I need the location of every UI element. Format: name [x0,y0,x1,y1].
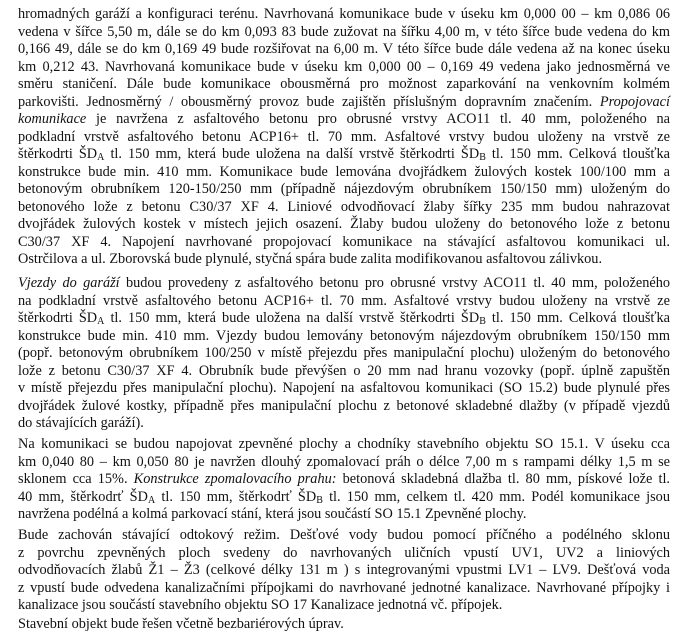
text-line: betonového lože z betonu C30/37 XF 4. Liniové odvodňovací žlaby šířky 235 mm budou nahrazovat [18,198,670,215]
text-line: dvojřádek žulové kostky, případně přes manipulační plochu z betonové skladebné dlažby (v případě vjezdů [18,397,670,414]
text-line: Vjezdy do garáží budou provedeny z asfaltového betonu pro obrusné vrstvy ACO11 tl. 40 mm, položeného [18,275,670,291]
text-line: 0,166 49, dále se do km 0,169 49 bude rozšiřovat na 6,00 m. V této šířce bude dále vedena až na konec úseku [18,41,670,57]
text-line: Bude zachován stávající odtokový režim. Dešťové vody budou pomocí příčného a podélného sklonu [18,527,670,543]
text-line: Stavební objekt bude řešen včetně bezbariérových úprav. [18,616,344,632]
text-line: z povrchu zpevněných ploch svedeny do navrhovaných uličních vpustí UV1, UV2 a liniových [18,544,670,561]
text-line: do stávajících garáží). [18,415,144,431]
text-line: z vpustí bude odvedena kanalizačními přípojkami do navrhované jednotné kanalizace. Navrhované přípojky i [18,579,670,596]
text-line: podkladní vrstvě asfaltového betonu ACP16+ tl. 70 mm. Asfaltové vrstvy budou uloženy na vrstvě ze [18,128,670,145]
cut-off-line [0,616,688,636]
text-line: hromadných garáží a konfiguraci terénu. Navrhovaná komunikace bude v úseku km 0,000 00 – km 0,086 06 [18,6,670,22]
paragraph-speed-bump [18,436,670,524]
text-line: 40 mm, štěrkodrť $ŠD_A$ tl. 150 mm, štěrkodrť $ŠD_B$ tl. 150 mm, celkem tl. 420 mm. Podél komunikace jsou [18,488,670,506]
text-line: C30/37 XF 4. Napojení navrhované propojovací komunikace na stávající asfaltovou komunikaci ul. [18,233,670,250]
text-line: sklonem cca 15%. Konstrukce zpomalovacího prahu: betonová skladebná dlažba tl. 80 mm, pískové lože tl. [18,471,670,487]
text-line: dvojřádek žulových kostek v místech jejich osazení. Žlaby budou uloženy do betonového lože z betonu [18,216,670,232]
text-line: betonovým obrubníkem 120-150/250 mm (případně nájezdovým obrubníkem 150/150 mm) uloženým do [18,181,670,197]
text-line: lože z betonu C30/37 XF 4. Obrubník bude převýšen o 20 mm nad hranu vozovky (popř. úplně zapuštěn [18,362,670,379]
text-line: odvodňovacích žlabů Ž1 – Ž3 (celkové délky 131 m ) s integrovanými vpustmi LV1 – LV9. Dešťová voda [18,562,670,578]
text-line: (popř. betonovým obrubníkem 100/250 v místě přejezdu přes manipulační plochu) uloženým do betonového [18,345,670,361]
text-line: směru staničení. Dále bude komunikace obousměrná pro možnost zaparkování na venkovním kolmém [18,76,670,92]
paragraph-drainage [18,527,670,615]
paragraph-road-description [18,6,670,269]
text-line: štěrkodrti $ŠD_A$ tl. 150 mm, která bude uložena na další vrstvě štěrkodrti $ŠD_B$ tl. 150 mm. Celková tloušťka [18,146,671,163]
text-line: konstrukce bude min. 410 mm. Vjezdy budou lemovány betonovým nájezdovým obrubníkem 150/150 mm [18,327,670,344]
text-line: štěrkodrti $ŠD_A$ tl. 150 mm, která bude uložena na další vrstvě štěrkodrti $ŠD_B$ tl. 150 mm. Celková tloušťka [18,310,671,327]
paragraph-garage-entrances [18,275,670,433]
text-line: kanalizace jsou součástí stavebního objektu SO 17 Kanalizace jednotná vč. přípojek. [18,597,503,613]
text-line: v místě přejezdu přes manipulační plochu). Napojení na asfaltovou komunikaci (SO 15.2) bude plynulé přes [18,380,670,396]
text-line: konstrukce bude min. 410 mm. Komunikace bude lemována dvojřádkem žulových kostek 100/100 mm a [18,163,670,180]
text-line: vedena v šířce 5,50 m, dále se do km 0,093 83 bude zužovat na šířku 4,00 m, v této šířce bude vedena do km [18,23,670,40]
text-line: komunikace je navržena z asfaltového betonu pro obrusné vrstvy ACO11 tl. 40 mm, položeného na [18,111,670,127]
text-line: km 0,212 43. Navrhovaná komunikace bude v úseku km 0,000 00 – 0,169 49 vedena jako jednosměrná ve [18,58,670,75]
text-line: parkovišti. Jednosměrný / obousměrný provoz bude zajištěn příslušným dopravním značením. Propojovací [18,93,670,110]
text-line: na podkladní vrstvě asfaltového betonu ACP16+ tl. 70 mm. Asfaltové vrstvy budou uloženy na vrstvě ze [18,292,670,309]
text-line: Ostrčilova a ul. Zborovská bude plynulé, styčná spára bude zalita modifikovanou asfaltovou zálivkou. [18,251,603,267]
text-line: navržena podélná a kolmá parkovací stání, která jsou součástí SO 15.1 Zpevněné plochy. [18,506,527,522]
text-line: Na komunikaci se budou napojovat zpevněné plochy a chodníky stavebního objektu SO 15.1. V úseku cca [18,436,670,452]
text-line: km 0,040 80 – km 0,050 80 je navržen dlouhý zpomalovací práh o délce 7,00 m s rampami délky 1,5 m se [18,453,670,470]
